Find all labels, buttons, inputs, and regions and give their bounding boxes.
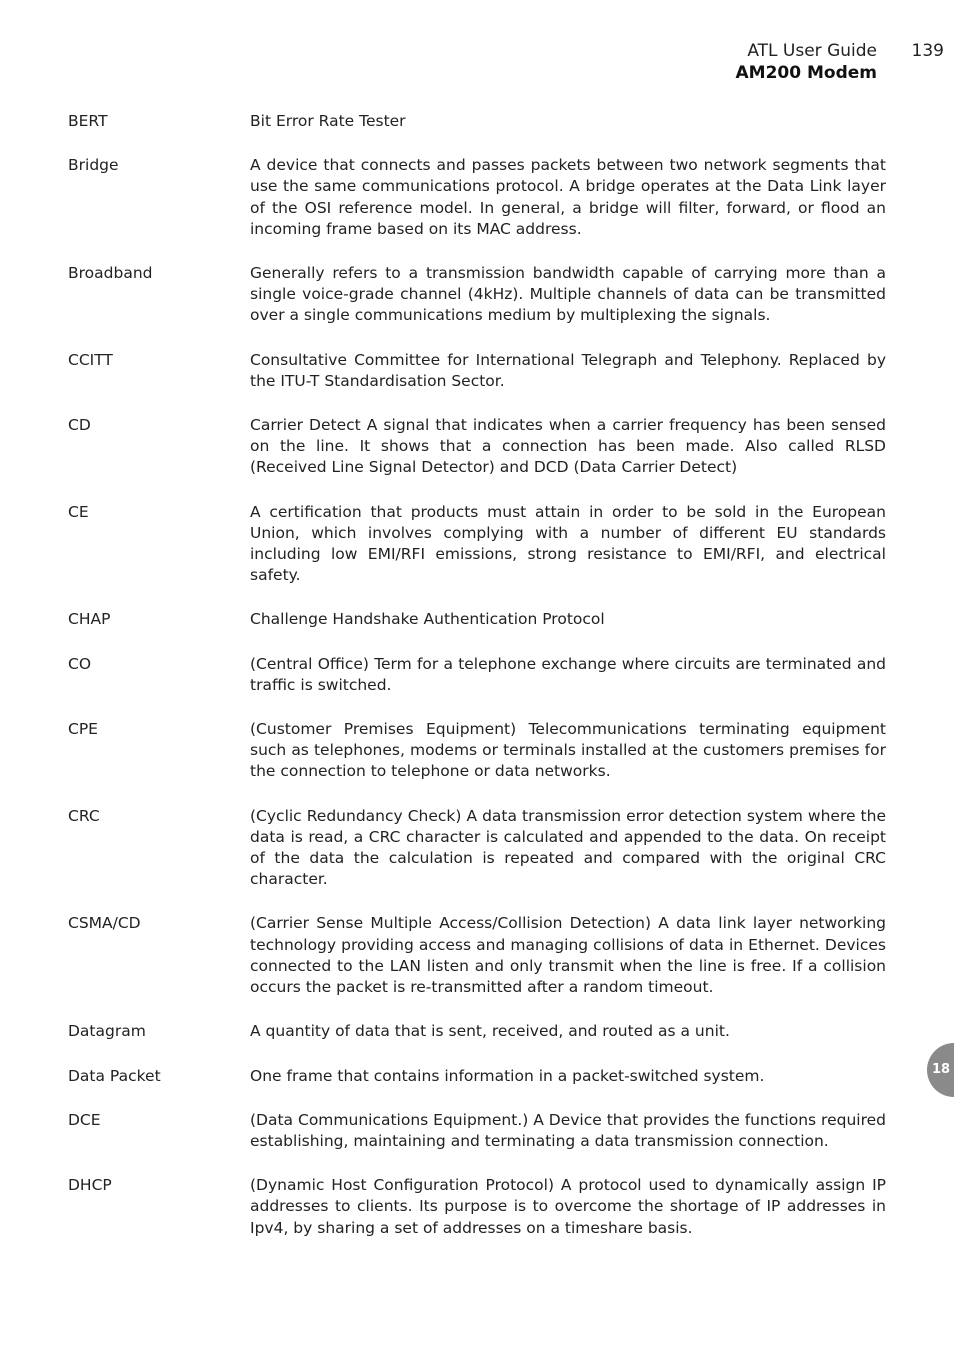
glossary-definition: A certification that products must attain in order to be sold in the European Union, which involves complying with a number of different EU standards including low EMI/RFI emissions, strong resistance to EMI/RFI, and electrical safety.	[250, 502, 886, 585]
glossary-entry	[68, 1110, 886, 1152]
glossary-term: CCITT	[68, 350, 113, 369]
glossary-entry	[68, 1175, 886, 1239]
glossary-definition: (Central Office) Term for a telephone exchange where circuits are terminated and traffic is switched.	[250, 654, 886, 694]
glossary-entry	[68, 111, 886, 132]
glossary-term: CD	[68, 416, 91, 435]
product-name: AM200 Modem	[735, 63, 877, 83]
glossary-entry	[68, 415, 886, 479]
glossary-definition: Consultative Committee for International Telegraph and Telephony. Replaced by the ITU-T Standardisation Sector.	[250, 350, 886, 390]
glossary-entry	[68, 263, 886, 327]
glossary-entry	[68, 350, 886, 392]
glossary-definition: A device that connects and passes packets between two network segments that use the same communications protocol. A bridge operates at the Data Link layer of the OSI reference model. In general, a bridge will filter, forward, or flood an incoming frame based on its MAC address.	[250, 156, 886, 238]
glossary-entry	[68, 913, 886, 998]
glossary-definition: (Customer Premises Equipment) Telecommunications terminating equipment such as telephones, modems or terminals installed at the customers premises for the connection to telephone or data networks.	[250, 720, 886, 781]
page-number: 139	[911, 41, 944, 61]
glossary-definition: One frame that contains information in a packet-switched system.	[250, 1066, 765, 1085]
glossary-definition: Carrier Detect A signal that indicates when a carrier frequency has been sensed on the line. It shows that a connection has been made. Also called RLSD (Received Line Signal Detector) and DCD (Data Carrier Detect)	[250, 416, 886, 477]
glossary-term: CPE	[68, 720, 98, 739]
glossary-term: CSMA/CD	[68, 914, 141, 933]
glossary-entry	[68, 155, 886, 240]
glossary-entry	[68, 719, 886, 783]
glossary-entry	[68, 502, 886, 587]
glossary-definition: Bit Error Rate Tester	[250, 112, 406, 130]
glossary-entry	[68, 1066, 886, 1087]
glossary-term: Broadband	[68, 264, 153, 283]
glossary-entry	[68, 609, 886, 630]
glossary-term: CO	[68, 654, 92, 673]
glossary-definition: (Data Communications Equipment.) A Device that provides the functions required establishing, maintaining and terminating a data transmission connection.	[250, 1110, 886, 1150]
glossary-term: CHAP	[68, 610, 111, 629]
chapter-number: 18	[932, 1062, 951, 1077]
glossary-definition: A quantity of data that is sent, received, and routed as a unit.	[250, 1022, 730, 1041]
glossary-definition: (Carrier Sense Multiple Access/Collision Detection) A data link layer networking technology providing access and managing collisions of data in Ethernet. Devices connected to the LAN listen and only transmit when the line is free. If a collision occurs the packet is re-transmitted after a random timeout.	[250, 914, 886, 997]
running-header	[736, 40, 878, 84]
glossary-term: BERT	[68, 112, 108, 130]
glossary-definition: Challenge Handshake Authentication Protocol	[250, 610, 605, 629]
glossary-term: Data Packet	[68, 1066, 161, 1085]
glossary-entry	[68, 1021, 886, 1042]
glossary-definition: (Cyclic Redundancy Check) A data transmission error detection system where the data is read, a CRC character is calculated and appended to the data. On receipt of the data the calculation is repeated and compared with the original CRC character.	[250, 806, 886, 889]
chapter-tab	[927, 1043, 954, 1097]
guide-title: ATL User Guide	[747, 41, 877, 61]
glossary-term: CRC	[68, 806, 100, 825]
glossary-term: Datagram	[68, 1022, 146, 1041]
glossary-list	[68, 111, 886, 1262]
glossary-term: CE	[68, 502, 89, 521]
glossary-definition: Generally refers to a transmission bandwidth capable of carrying more than a single voice-grade channel (4kHz). Multiple channels of data can be transmitted over a single communications medium by multiplexing the signals.	[250, 264, 886, 325]
glossary-entry	[68, 806, 886, 891]
glossary-definition: (Dynamic Host Configuration Protocol) A protocol used to dynamically assign IP addresses to clients. Its purpose is to overcome the shortage of IP addresses in Ipv4, by sharing a set of addresses on a timeshare basis.	[250, 1176, 886, 1237]
glossary-entry	[68, 654, 886, 696]
glossary-term: Bridge	[68, 156, 119, 175]
glossary-term: DHCP	[68, 1176, 112, 1195]
glossary-term: DCE	[68, 1110, 101, 1129]
